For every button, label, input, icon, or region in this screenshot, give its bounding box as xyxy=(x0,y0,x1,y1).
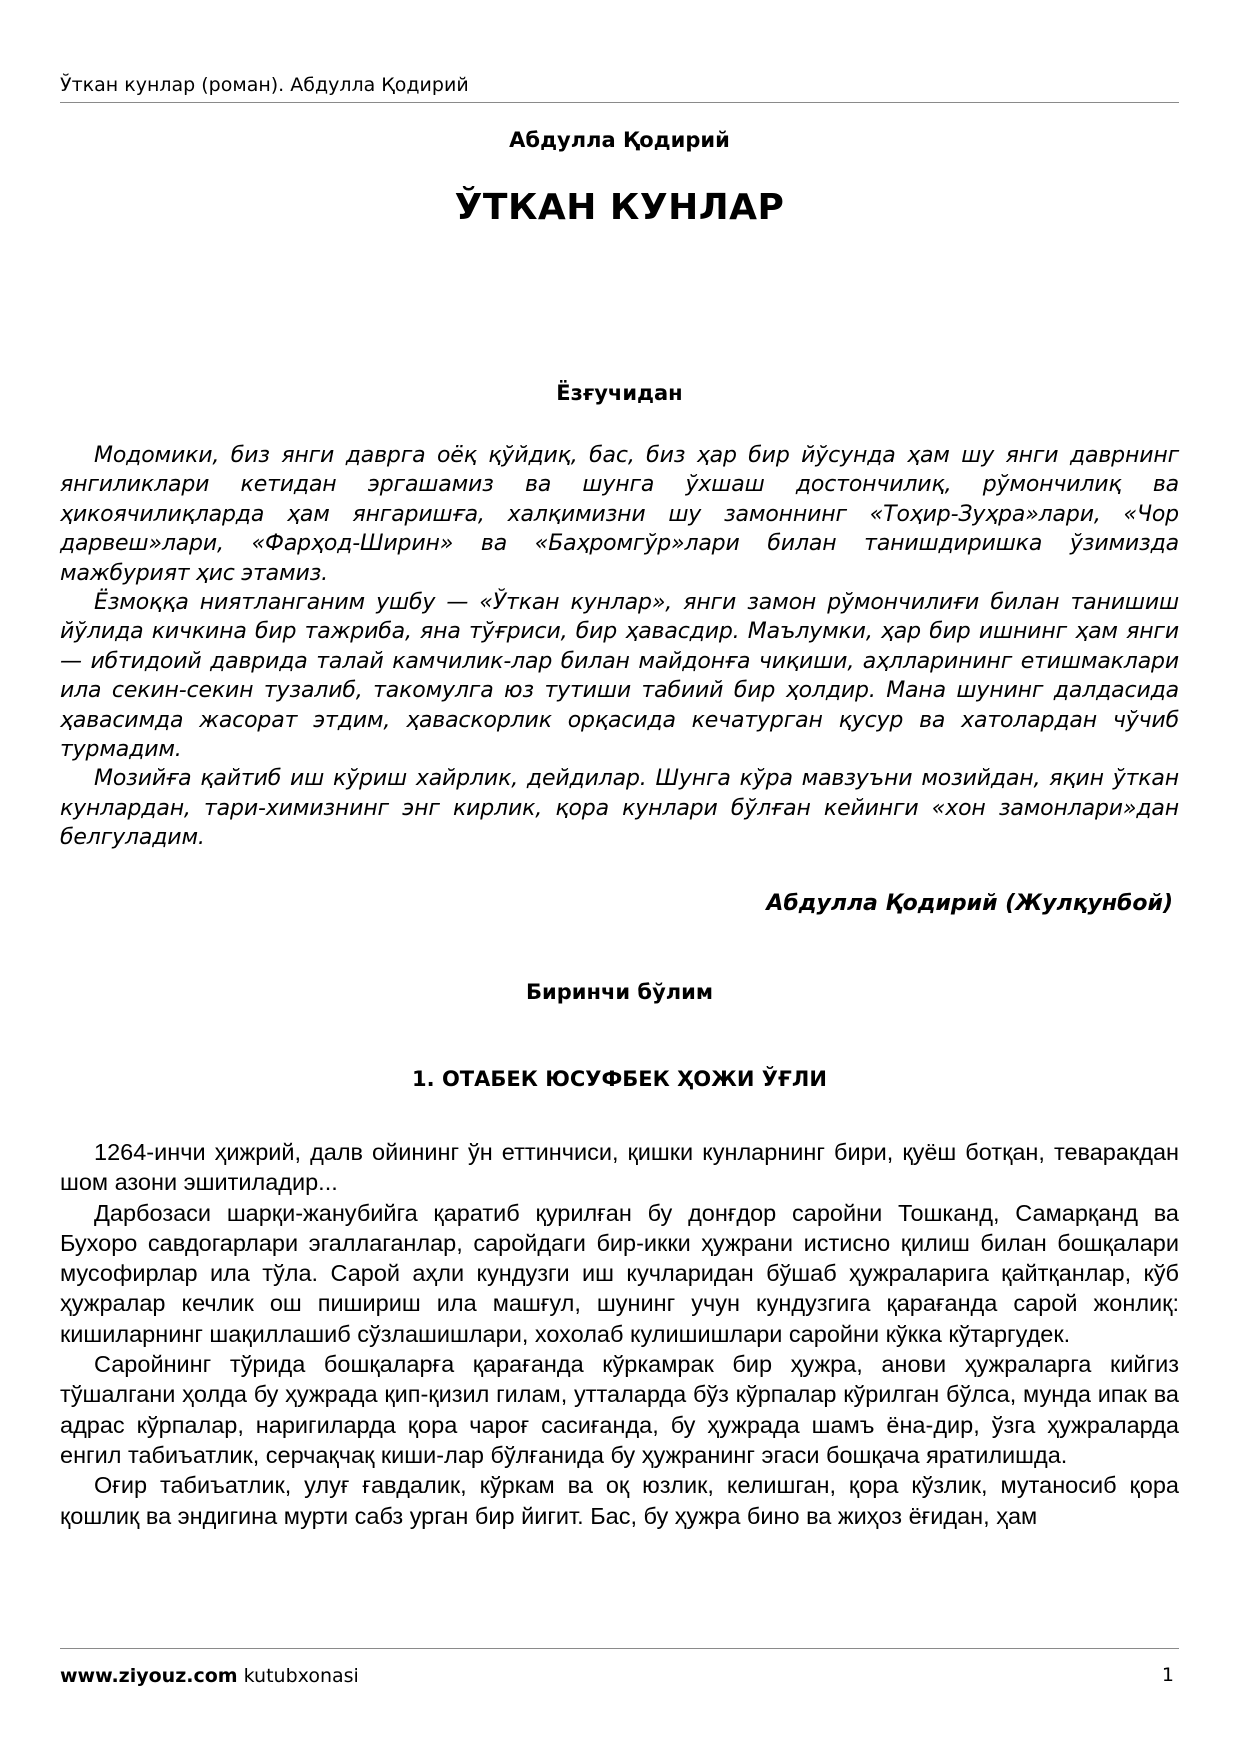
part-heading: Биринчи бўлим xyxy=(525,980,714,1004)
preface-signature: Абдулла Қодирий (Жулқунбой) xyxy=(766,891,1173,916)
chapter-heading: 1. ОТАБЕК ЮСУФБЕК ҲОЖИ ЎҒЛИ xyxy=(412,1067,827,1091)
footer-rule xyxy=(60,1648,1179,1649)
preface-paragraph: Мозийға қайтиб иш кўриш хайрлик, дейдилар. Шунга кўра мавзуъни мозийдан, яқин ўткан кунлардан, тари-химизнинг энг кирлик, қора кунлари бўлған кейинги «хон замонлари»дан белгуладим. xyxy=(60,766,1179,851)
header-rule xyxy=(60,102,1179,103)
footer-source xyxy=(60,1665,359,1687)
page-number: 1 xyxy=(1161,1664,1174,1686)
body-paragraph: 1264-инчи ҳижрий, далв ойининг ўн еттинчиси, қишки кунларнинг бири, қуёш ботқан, теваракдан шом азони эшитиладир... xyxy=(60,1139,1179,1196)
preface-paragraph: Ёзмоққа ниятланганим ушбу — «Ўткан кунлар», янги замон рўмончилиғи билан танишиш йўлида кичкина бир тажриба, яна тўғриси, бир ҳавасдир. Маълумки, ҳар бир ишнинг ҳам янги — ибтидоий даврида талай камчилик-лар билан майдонға чиқиши, аҳлларининг етишмаклари ила секин-секин тузалиб, такомулга юз тутиши табиий бир ҳолдир. Мана шунинг далдасида ҳавасимда жасорат этдим, ҳаваскорлик орқасида кечатурган қусур ва хатолардан чўчиб турмадим. xyxy=(60,590,1179,763)
running-header: Ўткан кунлар (роман). Абдулла Қодирий xyxy=(60,74,469,96)
preface-heading: Ёзғучидан xyxy=(556,381,683,405)
body-paragraph: Оғир табиъатлик, улуғ ғавдалик, кўркам ва оқ юзлик, келишган, қора кўзлик, мутаносиб қора қошлиқ ва эндигина мурти сабз урган бир йигит. Бас, бу ҳужра бино ва жиҳоз ёғидан, ҳам xyxy=(60,1472,1179,1529)
book-title: ЎТКАН КУНЛАР xyxy=(454,187,785,228)
preface-text xyxy=(60,441,1179,853)
author-name: Абдулла Қодирий xyxy=(509,128,730,152)
body-paragraph: Саройнинг тўрида бошқаларға қарағанда кўркамрак бир ҳужра, анови ҳужраларга кийгиз тўшалгани ҳолда бу ҳужрада қип-қизил гилам, утталарда бўз кўрпалар кўрилган бўлса, мунда ипак ва адрас кўрпалар, наригиларда қора чароғ сасиғанда, бу ҳужрада шамъ ёна-дир, ўзга ҳужраларда енгил табиъатлик, серчақчақ киши-лар бўлғанида бу ҳужранинг эгаси бошқача яратилишда. xyxy=(60,1351,1179,1468)
preface-paragraph: Модомики, биз янги даврга оёқ қўйдиқ, бас, биз ҳар бир йўсунда ҳам шу янги даврнинг янгиликлари кетидан эргашамиз ва шунга ўхшаш достончилиқ, рўмончилиқ ва ҳикоячилиқларда ҳам янгаришға, халқимизни шу замоннинг «Тоҳир-Зуҳра»лари, «Чор дарвеш»лари, «Фарҳод-Ширин» ва «Баҳромгўр»лари билан танишдиришка ўзимизда мажбурият ҳис этамиз. xyxy=(60,443,1179,586)
chapter-body xyxy=(60,1137,1179,1531)
footer-label: kutubxonasi xyxy=(243,1665,359,1687)
footer-site-link[interactable]: www.ziyouz.com xyxy=(60,1665,238,1687)
body-paragraph: Дарбозаси шарқи-жанубийга қаратиб қурилған бу донғдор саройни Тошканд, Самарқанд ва Бухоро савдогарлари эгаллаганлар, саройдаги бир-икки ҳужрани истисно қилиш билан бошқалари мусофирлар ила тўла. Сарой аҳли кундузги иш кучларидан бўшаб ҳужраларига қайтқанлар, кўб ҳужралар кечлик ош пишириш ила машғул, шунинг учун кундузгига қарағанда сарой жонлиқ: кишиларнинг шақиллашиб сўзлашишлари, хохолаб кулишишлари саройни кўкка кўтаргудек. xyxy=(60,1199,1179,1347)
